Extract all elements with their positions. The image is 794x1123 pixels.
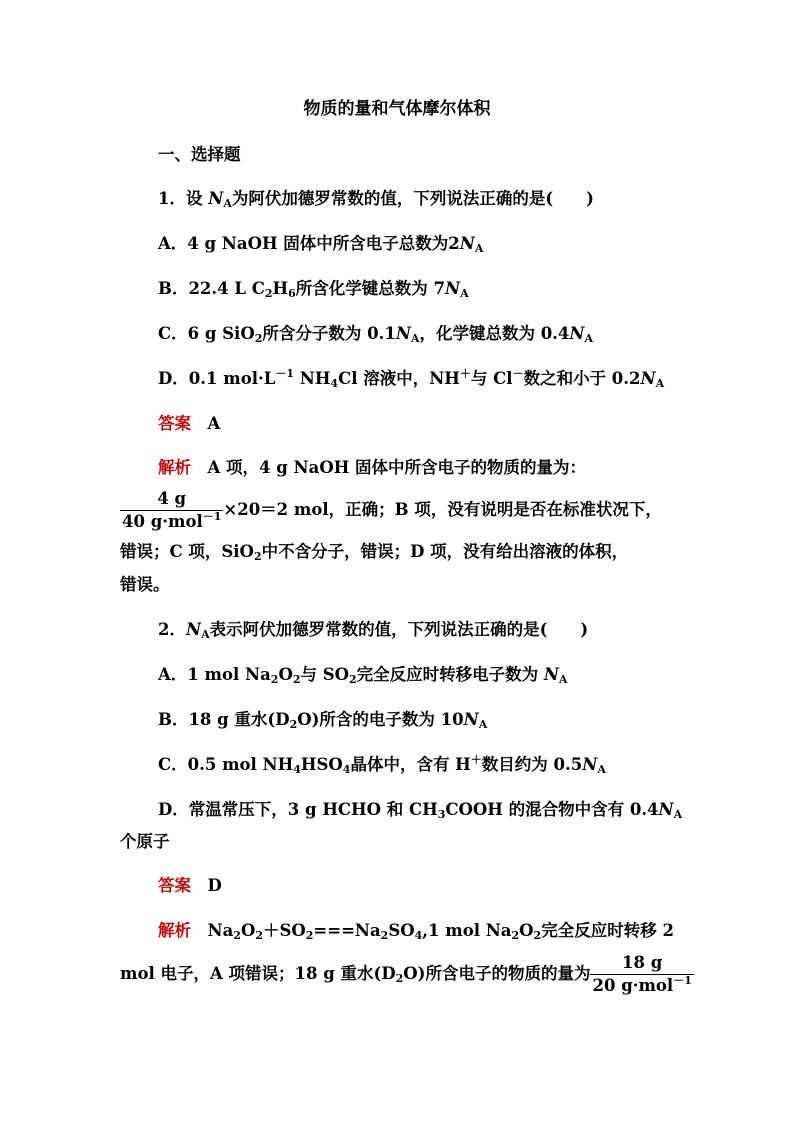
question-2-option-d: D．常温常压下，3 g HCHO 和 $CH_3COOH$ 的混合物中含有 $0.4N_A$ [158,800,683,821]
question-2-option-a: A．1 mol $Na_2O_2$与 $SO_2$完全反应时转移电子数为 $N_A$ [158,665,568,686]
question-1-option-b: B．22.4 L $C_2H_6$所含化学键总数为 $7N_A$ [158,279,469,300]
fraction-q1: $\frac{4 g}{40 g\cdot mol^{-1}}$ [122,489,222,531]
answer-label: 答案 [158,414,191,433]
question-1-option-c: C．6 g SiO$_2$所含分子数为 $0.1N_A$，化学键总数为 $0.4N_A$ [158,324,594,345]
question-2-option-d-tail: 个原子 [120,832,170,851]
analysis-label: 解析 [158,921,191,940]
question-1-stem: 1．设 $N_A$为阿伏加德罗常数的值，下列说法正确的是( ) [158,189,594,210]
section-heading: 一、选择题 [158,145,241,164]
question-2-option-b: B．18 g 重水$(D_2O)$所含的电子数为 $10N_A$ [158,710,488,731]
analysis-label: 解析 [158,458,191,477]
question-1-analysis-line-4: 错误。 [120,575,170,594]
question-1-option-a: A．4 g NaOH 固体中所含电子总数为$2N_A$ [158,234,484,255]
question-2-option-c: C．0.5 mol $NH_4HSO_4$晶体中，含有 H＋数目约为 $0.5N_A$ [158,753,606,776]
question-2-answer: 答案 D [158,876,222,895]
question-1-answer: 答案 A [158,414,221,433]
question-1-analysis-line-2: $\frac{4 g}{40 g\cdot mol^{-1}}$ ×20＝2 mol，正确；B 项，没有说明是否在标准状况下， [122,489,662,531]
page-title: 物质的量和气体摩尔体积 [303,99,491,119]
question-2-stem: 2．$N_A$表示阿伏加德罗常数的值，下列说法正确的是( ) [158,620,589,641]
question-1-analysis-line-3: 错误；C 项，SiO$_2$中不含分子，错误；D 项，没有给出溶液的体积， [120,542,629,563]
question-1-analysis-line-1: 解析 A 项，4 g NaOH 固体中所含电子的物质的量为： [158,458,587,477]
question-2-analysis-line-2: mol 电子，A 项错误；18 g 重水$(D_2O)$所含电子的物质的量为 $\frac{18 g}{20 g\cdot mol^{-1}}$ [120,953,692,995]
fraction-q2: $\frac{18 g}{20 g\cdot mol^{-1}}$ [592,953,692,995]
question-2-analysis-line-1: 解析 $Na_2O_2+SO_2===Na_2SO_4,1$ mol $Na_2O_2$完全反应时转移 2 [158,921,674,942]
answer-label: 答案 [158,876,191,895]
question-1-option-d: D．0.1 $mol\cdot L^{-1}$ $NH_4Cl$ 溶液中，NH＋与 Cl－数之和小于 $0.2N_A$ [158,367,665,390]
